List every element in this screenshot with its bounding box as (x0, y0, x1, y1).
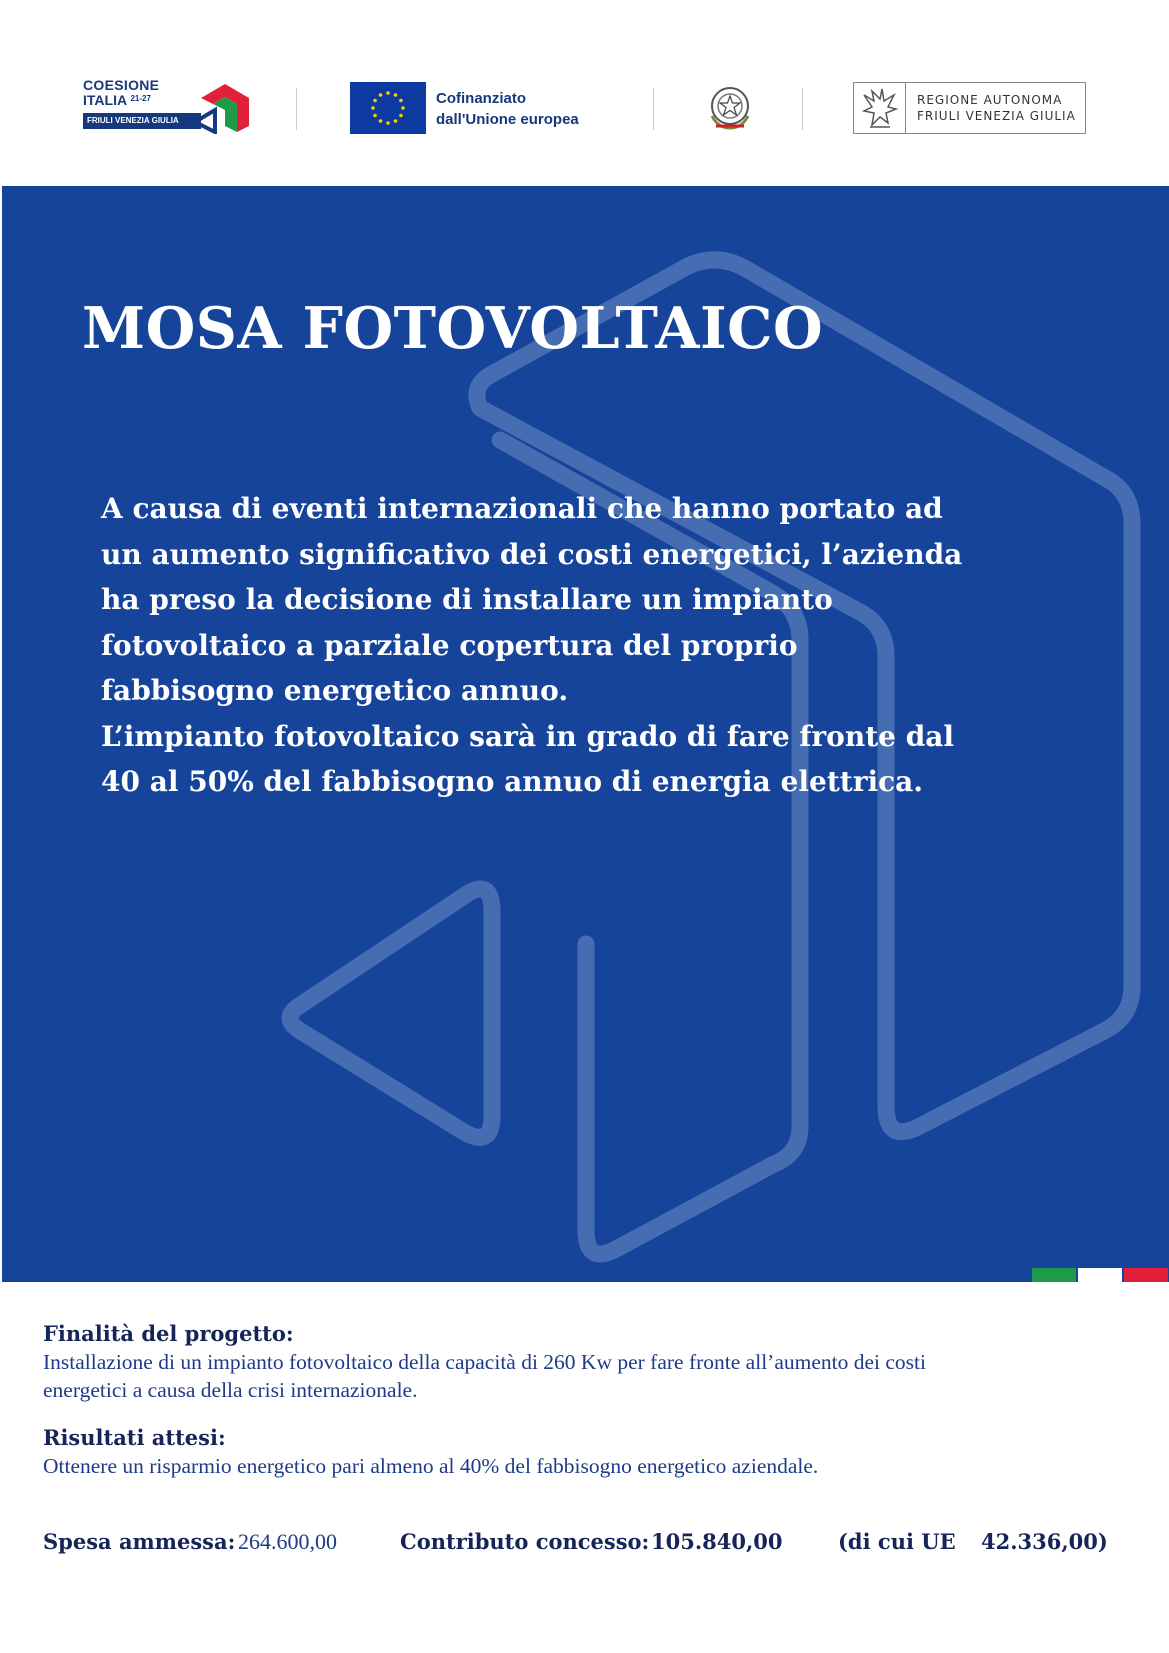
flag-white (1078, 1268, 1122, 1282)
risultati-heading: Risultati attesi: (43, 1425, 226, 1450)
spesa-value: 264.600,00 (238, 1529, 337, 1554)
coesione-line2: ITALIA $^{21-27}$ (83, 92, 151, 108)
page-title: MOSA FOTOVOLTAICO (82, 295, 824, 362)
finalita-text: Installazione di un impianto fotovoltaico della capacità di 260 Kw per fare fronte all’aumento dei costi energetici a causa della crisi internazionale. (43, 1350, 926, 1402)
regione-fvg-logo (853, 82, 1086, 134)
spesa-label: Spesa ammessa: (43, 1529, 236, 1554)
eagle-icon (860, 87, 900, 129)
coesione-italia-logo (83, 78, 253, 138)
contributo-label: Contributo concesso: (400, 1529, 650, 1554)
fvg-divider (905, 83, 906, 133)
flag-green (1032, 1268, 1076, 1282)
italian-republic-emblem-icon (704, 82, 756, 134)
coesione-region-band: FRIULI VENEZIA GIULIA (83, 113, 201, 129)
intro-line: 40 al 50% del fabbisogno annuo di energia elettrica. (101, 765, 924, 798)
project-details (43, 1320, 1133, 1480)
eu-flag-icon (350, 82, 426, 134)
hero-panel (2, 186, 1169, 1282)
logo-bar (0, 0, 1169, 185)
intro-paragraph (101, 486, 981, 805)
finance-summary (43, 1525, 1143, 1559)
coesione-years: 21-27 (130, 94, 151, 103)
logo-separator (802, 88, 803, 130)
coesione-line1: COESIONE (83, 77, 160, 93)
italian-flag-stripe (1032, 1268, 1168, 1282)
ue-label: (di cui UE (838, 1529, 956, 1554)
logo-separator (296, 88, 297, 130)
intro-line: fotovoltaico a parziale copertura del proprio (101, 628, 798, 662)
eu-cofinanziato-text: Cofinanziato dall'Unione europea (436, 90, 579, 128)
eu-cofinanziato-logo (350, 82, 610, 134)
finalita-heading: Finalità del progetto: (43, 1321, 294, 1346)
intro-line: ha preso la decisione di installare un impianto (101, 583, 833, 616)
intro-line: un aumento significativo dei costi energetici, l’azienda (101, 537, 963, 571)
risultati-text: Ottenere un risparmio energetico pari almeno al 40% del fabbisogno energetico aziendale. (43, 1454, 819, 1478)
coesione-arrow-icon (191, 78, 253, 134)
intro-line: L’impianto fotovoltaico sarà in grado di fare fronte dal (101, 719, 955, 753)
contributo-value: 105.840,00 (651, 1529, 783, 1554)
intro-line: A causa di eventi internazionali che hanno portato ad (101, 492, 943, 525)
finalita-section (43, 1320, 1133, 1404)
risultati-section (43, 1424, 1133, 1480)
intro-line: fabbisogno energetico annuo. (101, 674, 569, 707)
ue-value: 42.336,00) (981, 1529, 1108, 1554)
logo-separator (653, 88, 654, 130)
regione-fvg-text: REGIONE AUTONOMA FRIULI VENEZIA GIULIA (917, 93, 1076, 123)
flag-red (1124, 1268, 1168, 1282)
